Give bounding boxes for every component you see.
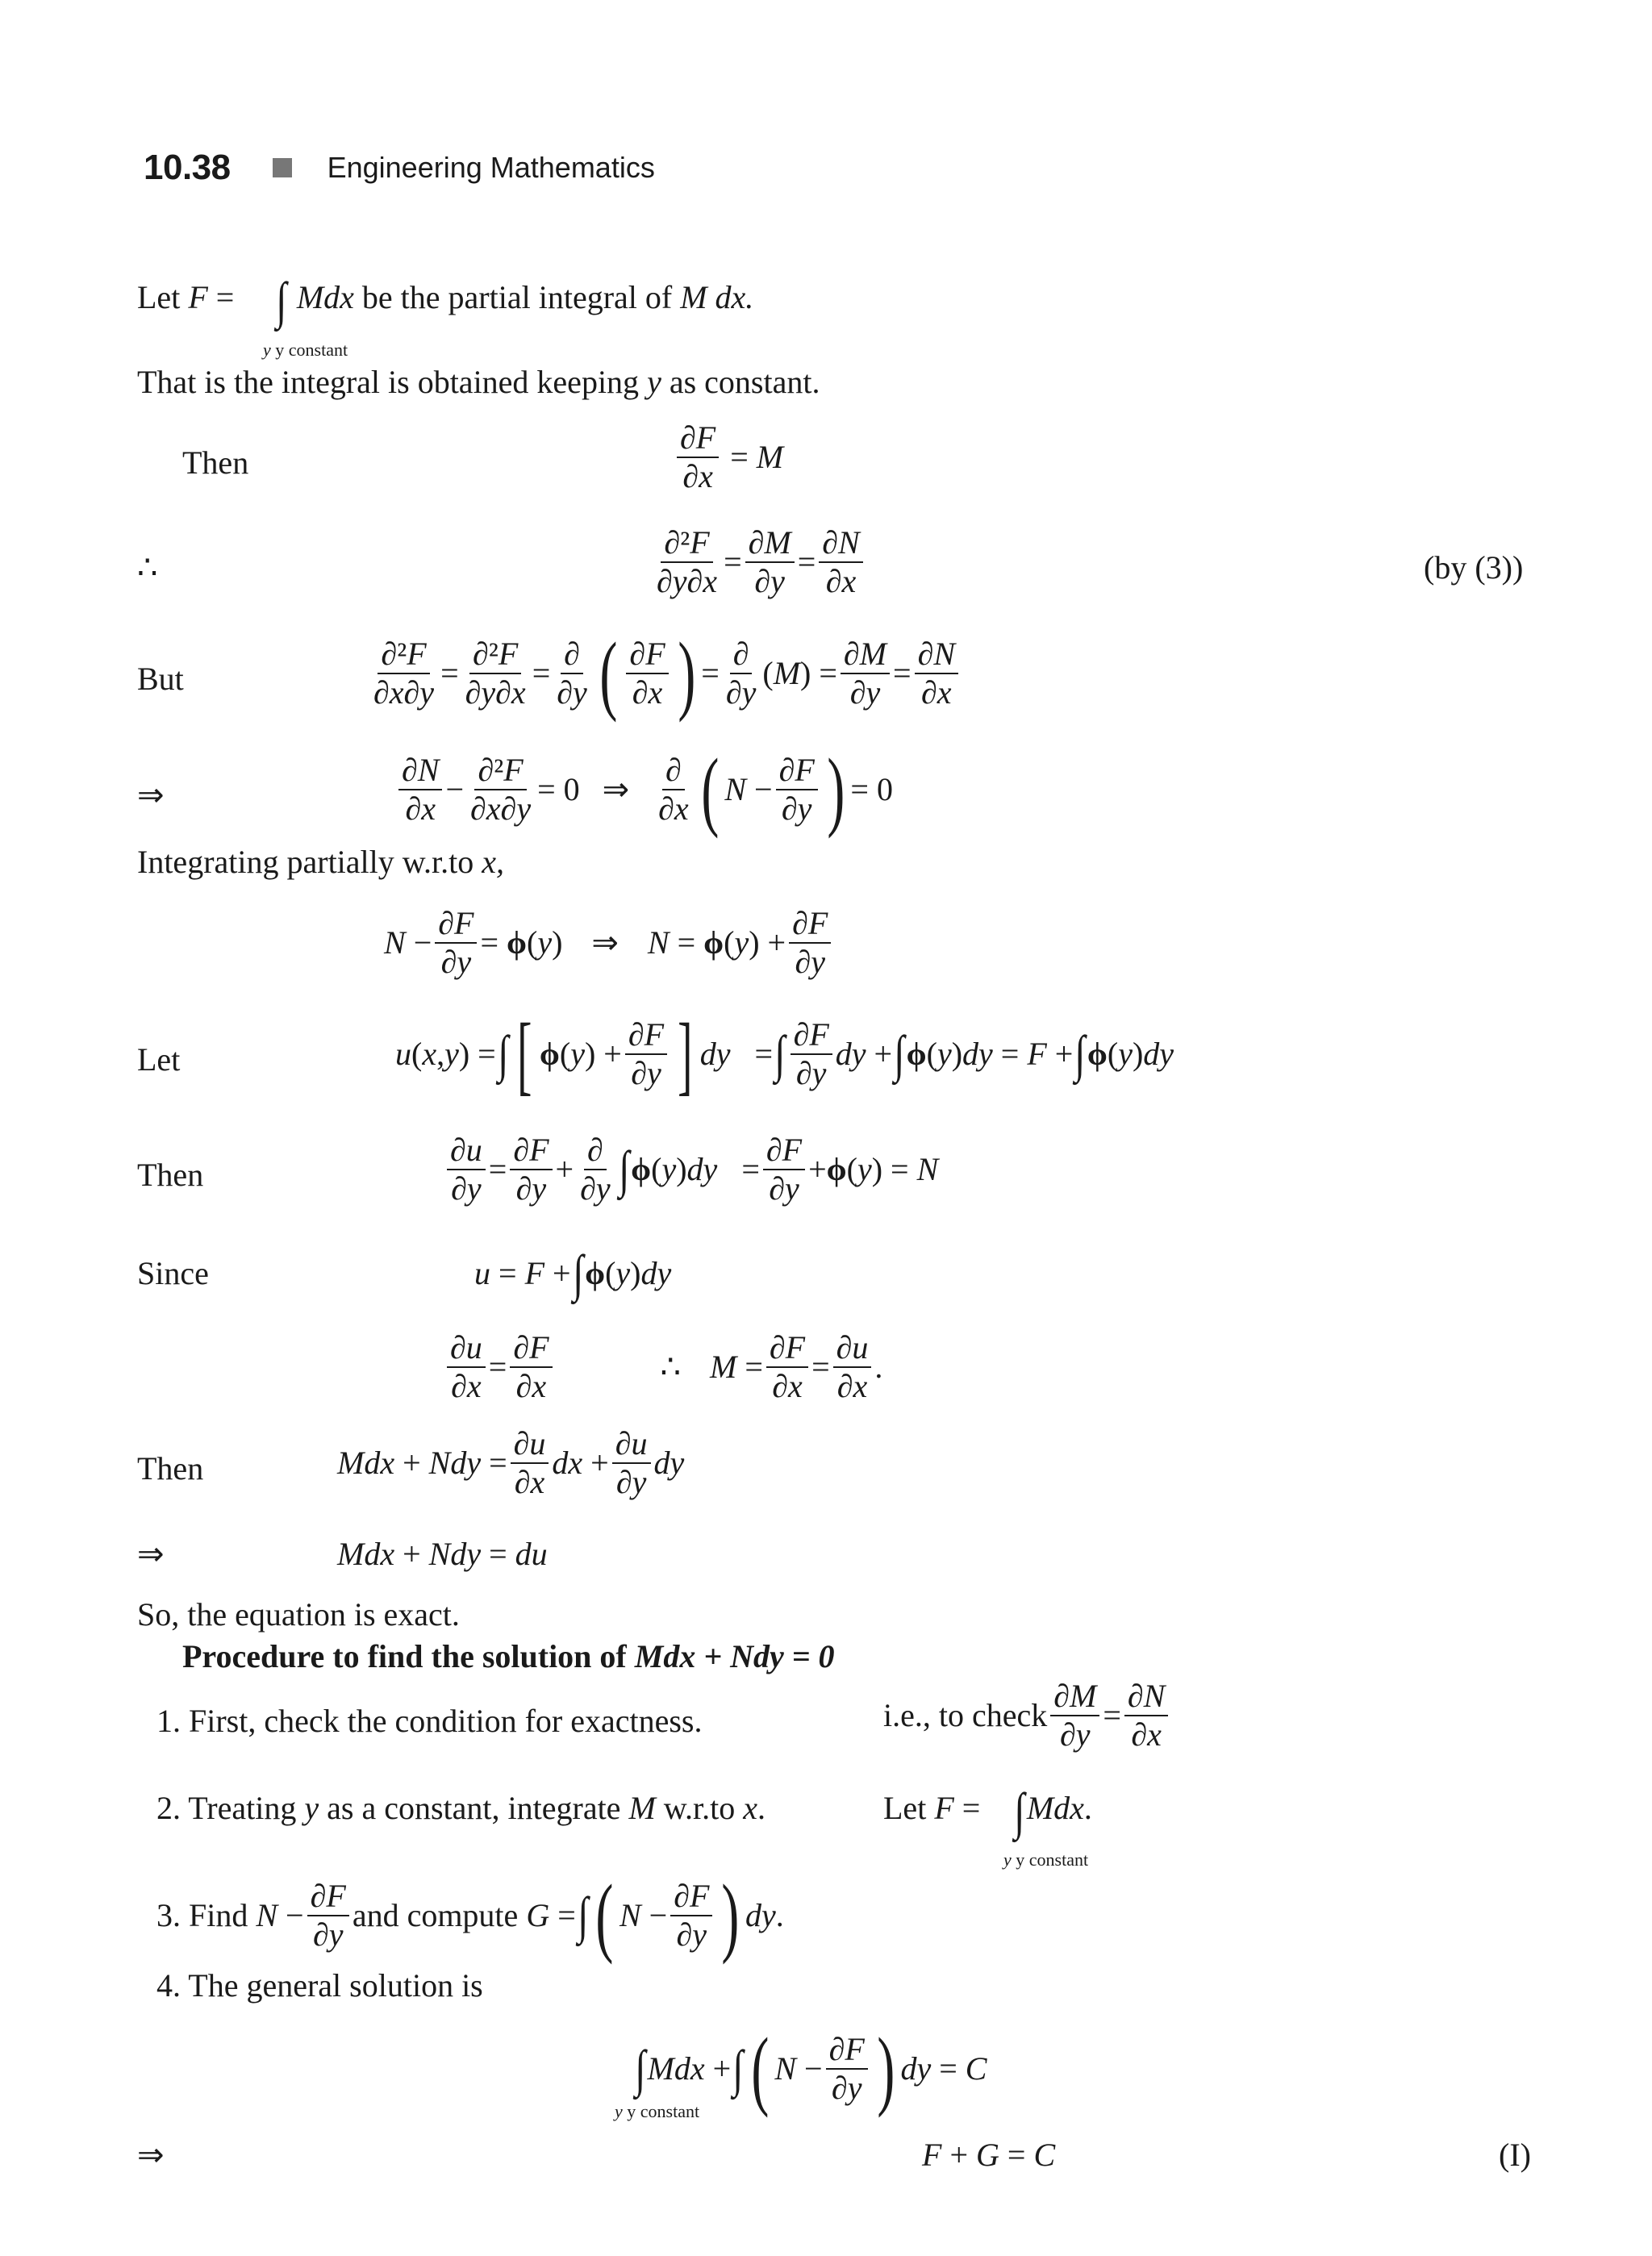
integral-note-y: y	[647, 364, 661, 400]
equation-label-i: (I)	[1499, 2137, 1531, 2173]
reference-by-3: (by (3))	[1424, 549, 1524, 586]
equation-u-sum: u = F + ∫ ϕ ( y ) dy	[474, 1245, 672, 1302]
equation-dfdx: $\frac{\partial F}{\partial x}$ = M	[674, 419, 783, 495]
y-constant-text-1: y constant	[275, 340, 348, 360]
equation-general-solution: ∫ Mdx + ∫ ( N − $\frac{\partial F}{\partial y}$ ) dy = C	[635, 2020, 987, 2118]
equation-phi: N − $\frac{\partial F}{\partial y}$ = ϕ ( y ) ⇒ N = ϕ ( y ) + $\frac{\partial F}{\partial y}$	[384, 905, 834, 981]
integrating-text: Integrating partially w.r.to	[137, 844, 474, 880]
equation-du-dx: $\frac{\partial u}{\partial x}$ = $\frac{\partial F}{\partial x}$ ∴ M = $\frac{\partial F}{\partial x}$ = $\frac{\partial u}{\partial x}$ .	[444, 1329, 882, 1405]
book-title: Engineering Mathematics	[327, 151, 655, 184]
step-2-number: 2.	[156, 1790, 181, 1826]
integral-note	[137, 363, 820, 402]
step-1-check-text: i.e., to check	[883, 1697, 1048, 1733]
procedure-text: Procedure to find the solution of	[182, 1638, 627, 1674]
header-square-icon	[273, 158, 292, 177]
page-header	[144, 144, 655, 192]
integral-note-text: That is the integral is obtained keeping	[137, 364, 640, 400]
equation-final: F + G = C	[922, 2137, 1056, 2173]
step-4-text: The general solution is	[188, 1967, 483, 2004]
step-2-text-a: Treating	[188, 1790, 297, 1826]
let-f-text-b: be the partial integral of	[361, 279, 673, 315]
step-4	[156, 1966, 483, 2005]
step-4-number: 4.	[156, 1967, 181, 2004]
step-2: 2. Treating y as a constant, integrate M w.r.to x.	[156, 1790, 766, 1826]
let-f-text: Let	[137, 279, 181, 315]
step-3-text-a: Find	[189, 1897, 248, 1933]
exact-statement: So, the equation is exact.	[137, 1596, 460, 1633]
since-label: Since	[137, 1255, 209, 1291]
y-constant-text-2: y constant	[1016, 1849, 1089, 1870]
equation-u-definition: u ( x , y ) = ∫ [ ϕ ( y ) + $\frac{\partial F}{\partial y}$ ] dy = ∫ $\frac{\partial F}{\partial y}$ dy + ∫ ϕ ( y ) dy = F + ∫ ϕ ( y ) dy	[395, 1005, 1174, 1103]
y-constant-label-3: y y constant	[615, 2101, 700, 2121]
step-3: 3. Find N − $\frac{\partial F}{\partial y}$ and compute G = ∫ ( N − $\frac{\partial F}{\partial y}$ ) dy .	[156, 1866, 784, 1965]
page-number: 10.38	[144, 148, 231, 187]
step-1-number: 1.	[156, 1703, 181, 1739]
let-label-2: Let	[137, 1041, 181, 1078]
integrating-x: x,	[482, 844, 505, 880]
procedure-heading	[182, 1637, 835, 1676]
integral-note-end: as constant.	[669, 364, 820, 400]
equation-but: $\frac{\text{∂²F}}{\partial x\partial y}$ = $\frac{\text{∂²F}}{\partial y\partial x}$ = $\frac{\partial}{\partial y}$ ( $\frac{\partial F}{\partial x}$ ) = $\frac{\partial}{\partial y}$ ( M ) = $\frac{\partial M}{\partial y}$ = $\frac{\partial N}{\partial x}$	[367, 636, 962, 711]
then-label-2: Then	[137, 1157, 204, 1193]
equation-du: Mdx + Ndy = du	[337, 1536, 548, 1572]
step-3-number: 3.	[156, 1897, 181, 1933]
equation-n-minus: $\frac{\partial N}{\partial x}$ − $\frac{\text{∂²F}}{\partial x\partial y}$ = 0 ⇒ $\frac{\partial}{\partial x}$ ( N − $\frac{\partial F}{\partial y}$ ) = 0	[395, 752, 893, 828]
step-2-text-c: w.r.to	[663, 1790, 736, 1826]
y-constant-label-2: y y constant	[1003, 1849, 1089, 1870]
step-1-check: i.e., to check $\frac{\partial M}{\partial y}$ = $\frac{\partial N}{\partial x}$	[883, 1678, 1171, 1754]
step-2-text-b: as a constant, integrate	[327, 1790, 621, 1826]
equation-total-differential: Mdx + Ndy = $\frac{\partial u}{\partial x}$ dx + $\frac{\partial u}{\partial y}$ dy	[337, 1425, 685, 1500]
procedure-equation: Mdx + Ndy = 0	[634, 1638, 835, 1674]
step-1	[156, 1702, 702, 1741]
then-label-3: Then	[137, 1450, 204, 1487]
step-2-let-text: Let	[883, 1790, 927, 1826]
but-label: But	[137, 661, 184, 697]
let-f-text-c: M dx.	[680, 279, 754, 315]
step-2-let-f: Let F = ∫Mdx.	[883, 1782, 1092, 1840]
equation-du-dy: $\frac{\partial u}{\partial y}$ = $\frac{\partial F}{\partial y}$ + $\frac{\partial}{\partial y}$ ∫ ϕ ( y ) dy = $\frac{\partial F}{\partial y}$ + ϕ ( y ) = N	[444, 1132, 938, 1207]
y-constant-text-3: y constant	[627, 2101, 700, 2121]
then-label-1: Then	[182, 444, 249, 481]
implies-symbol-2: ⇒	[137, 1536, 165, 1572]
step-3-text-b: and compute	[352, 1897, 519, 1933]
implies-symbol-1: ⇒	[137, 777, 165, 813]
let-f-line: Let F = ∫ Mdx be the partial integral of M dx.	[137, 271, 754, 329]
equation-mixed-partials: $\frac{\text{∂²F}}{\partial y\partial x}$ = $\frac{\partial M}{\partial y}$ = $\frac{\partial N}{\partial x}$	[650, 524, 866, 600]
integrating-line	[137, 843, 504, 882]
step-1-text: First, check the condition for exactness.	[189, 1703, 703, 1739]
implies-symbol-3: ⇒	[137, 2137, 165, 2173]
therefore-symbol: ∴	[137, 549, 158, 586]
y-constant-label-1: y y constant	[263, 340, 348, 360]
